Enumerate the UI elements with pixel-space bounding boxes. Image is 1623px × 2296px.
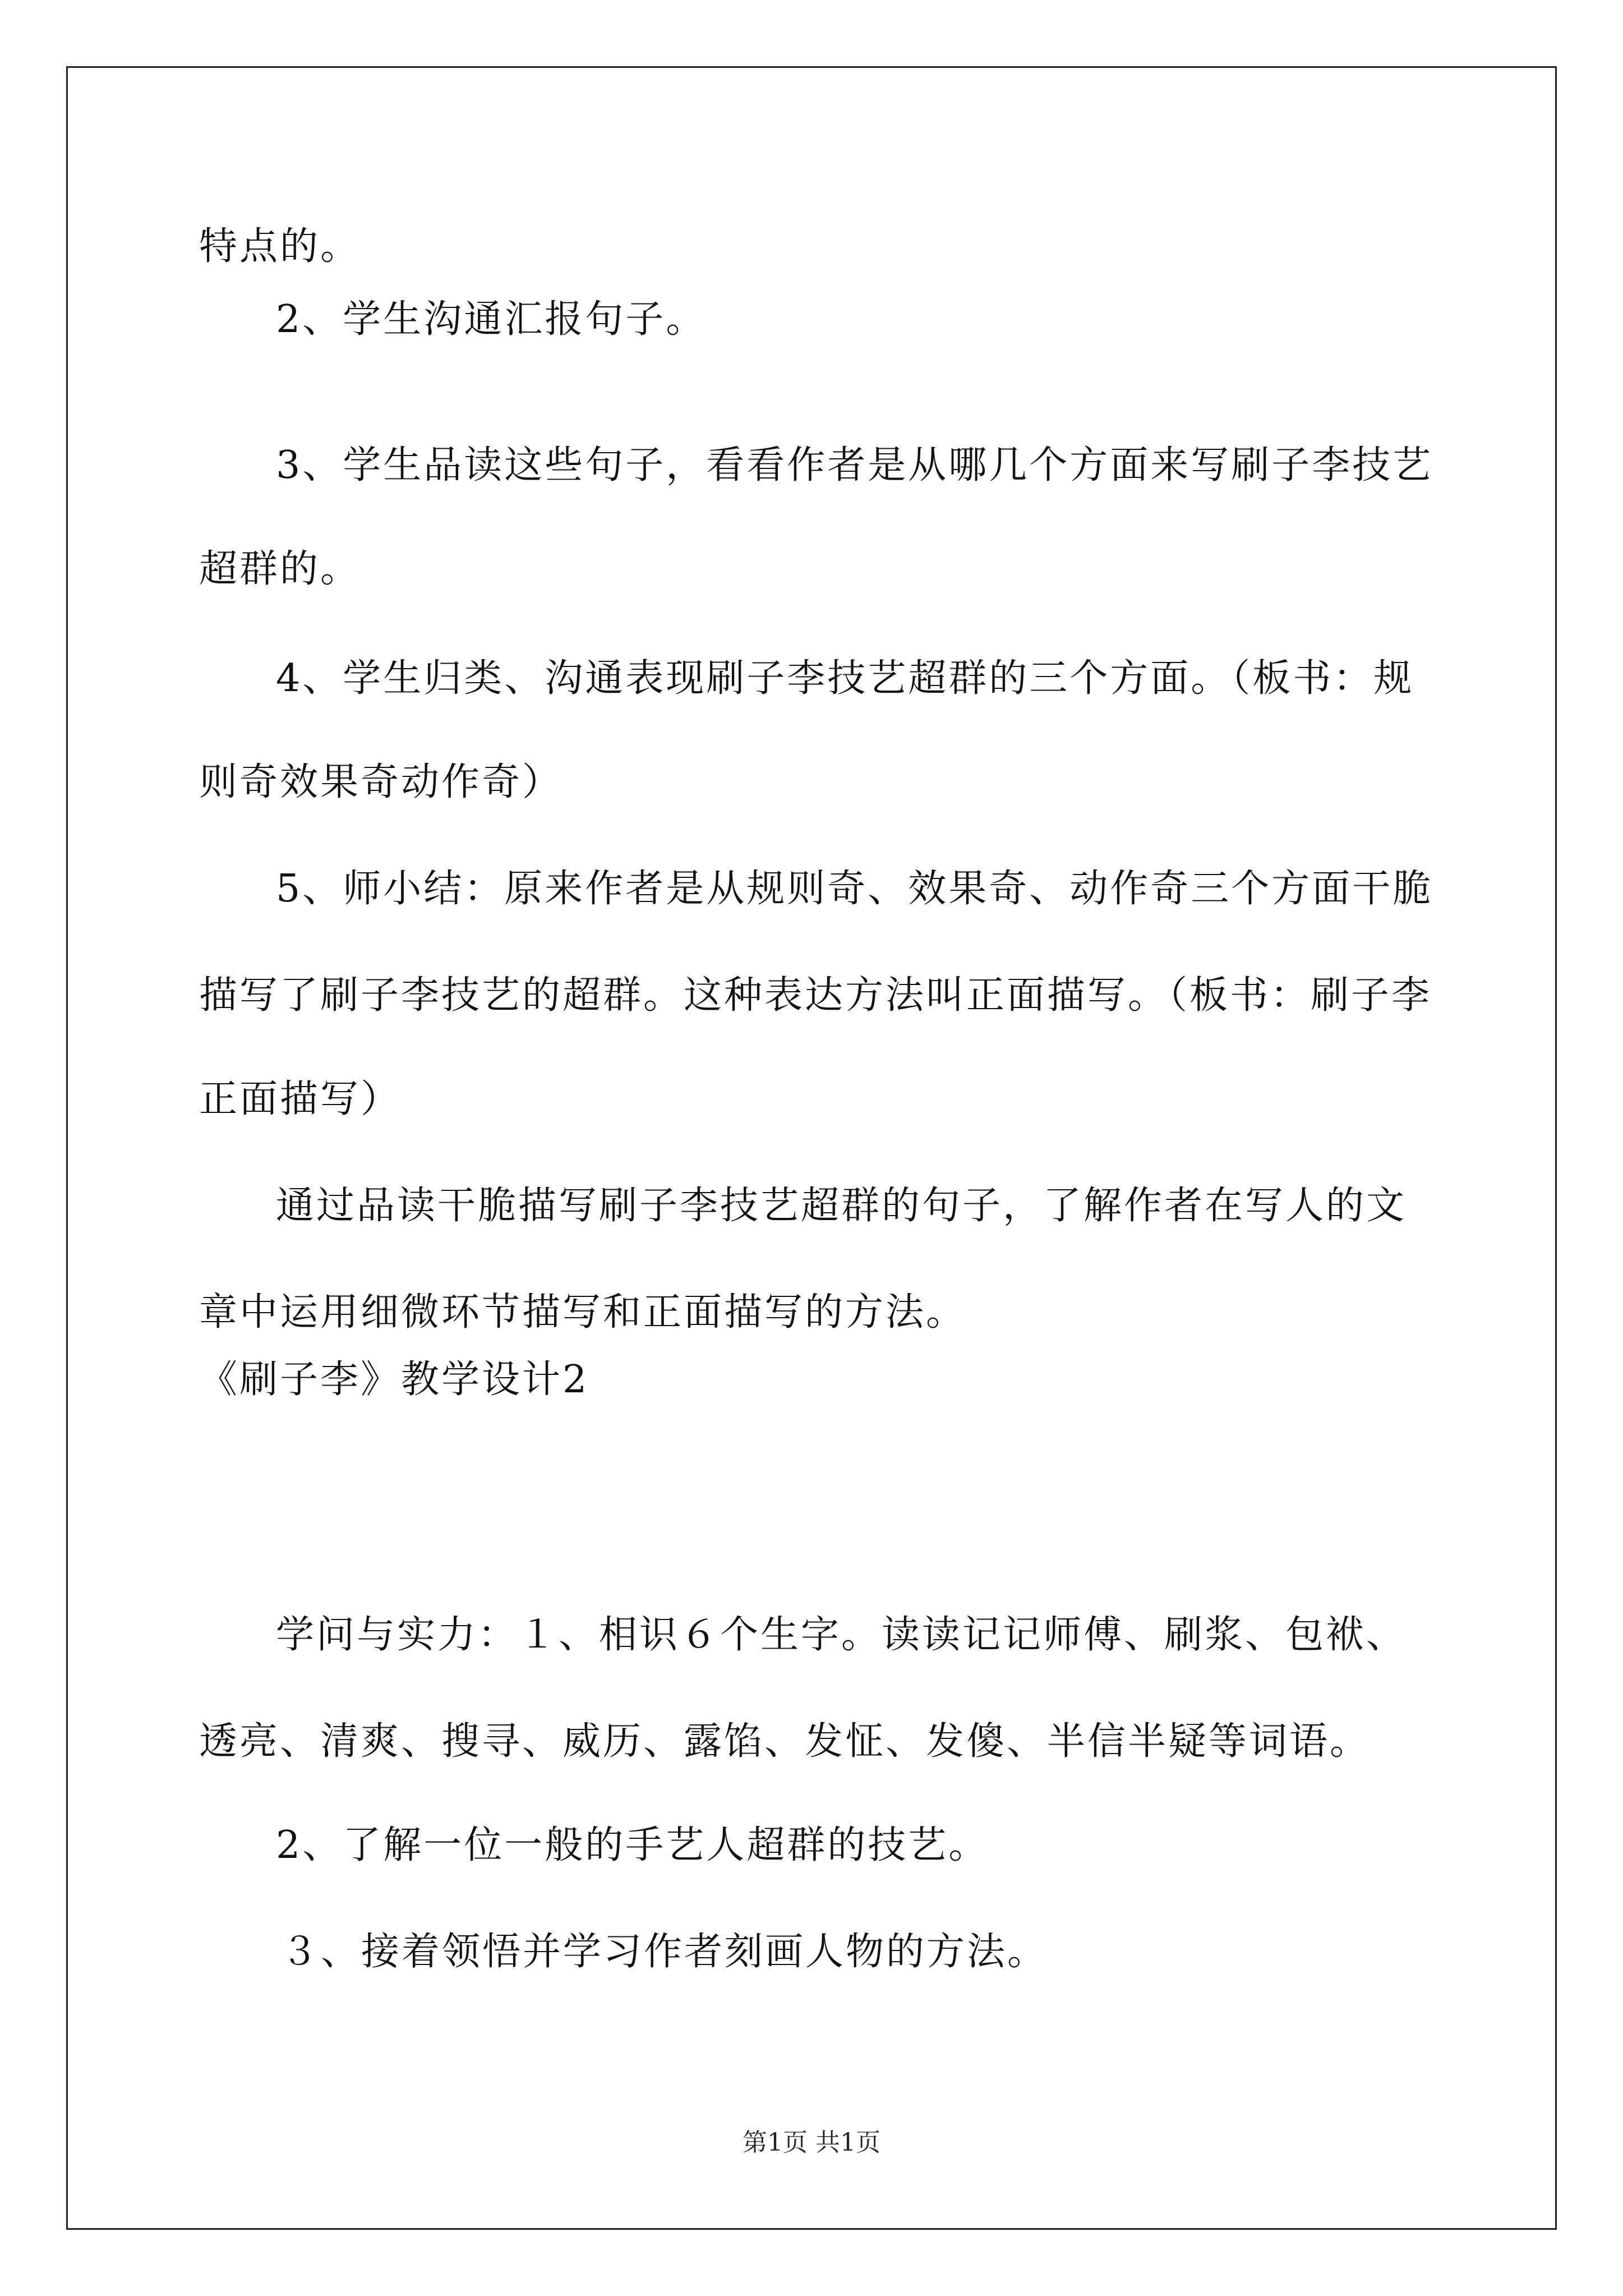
paragraph-line: 4、学生归类、沟通表现刷子李技艺超群的三个方面。（板书：规 <box>276 656 1414 701</box>
paragraph-line: 透亮、清爽、搜寻、威历、露馅、发怔、发傻、半信半疑等词语。 <box>199 1719 1371 1764</box>
paragraph-line: 章中运用细微环节描写和正面描写的方法。 <box>199 1290 967 1335</box>
paragraph-line: 特点的。 <box>199 224 361 269</box>
paragraph-line: 2、学生沟通汇报句子。 <box>276 297 707 342</box>
paragraph-line: ３、接着领悟并学习作者刻画人物的方法。 <box>280 1930 1048 1974</box>
paragraph-line: 描写了刷子李技艺的超群。这种表达方法叫正面描写。（板书：刷子李 <box>199 973 1432 1018</box>
paragraph-line: 通过品读干脆描写刷子李技艺超群的句子，了解作者在写人的文 <box>276 1184 1407 1228</box>
paragraph-line: 学问与实力：１、相识６个生字。读读记记师傅、刷浆、包袱、 <box>276 1613 1407 1657</box>
page-border <box>66 66 1557 2230</box>
paragraph-line: 正面描写） <box>199 1077 402 1121</box>
paragraph-line: 超群的。 <box>199 547 361 591</box>
page-footer: 第1页 共1页 <box>743 2128 880 2157</box>
paragraph-line: 2、了解一位一般的手艺人超群的技艺。 <box>276 1823 989 1867</box>
paragraph-line: 3、学生品读这些句子，看看作者是从哪几个方面来写刷子李技艺 <box>276 443 1433 487</box>
paragraph-line: 5、师小结：原来作者是从规则奇、效果奇、动作奇三个方面干脆 <box>276 867 1433 911</box>
paragraph-line: 则奇效果奇动作奇） <box>199 760 563 804</box>
section-title: 《刷子李》教学设计2 <box>199 1358 589 1402</box>
